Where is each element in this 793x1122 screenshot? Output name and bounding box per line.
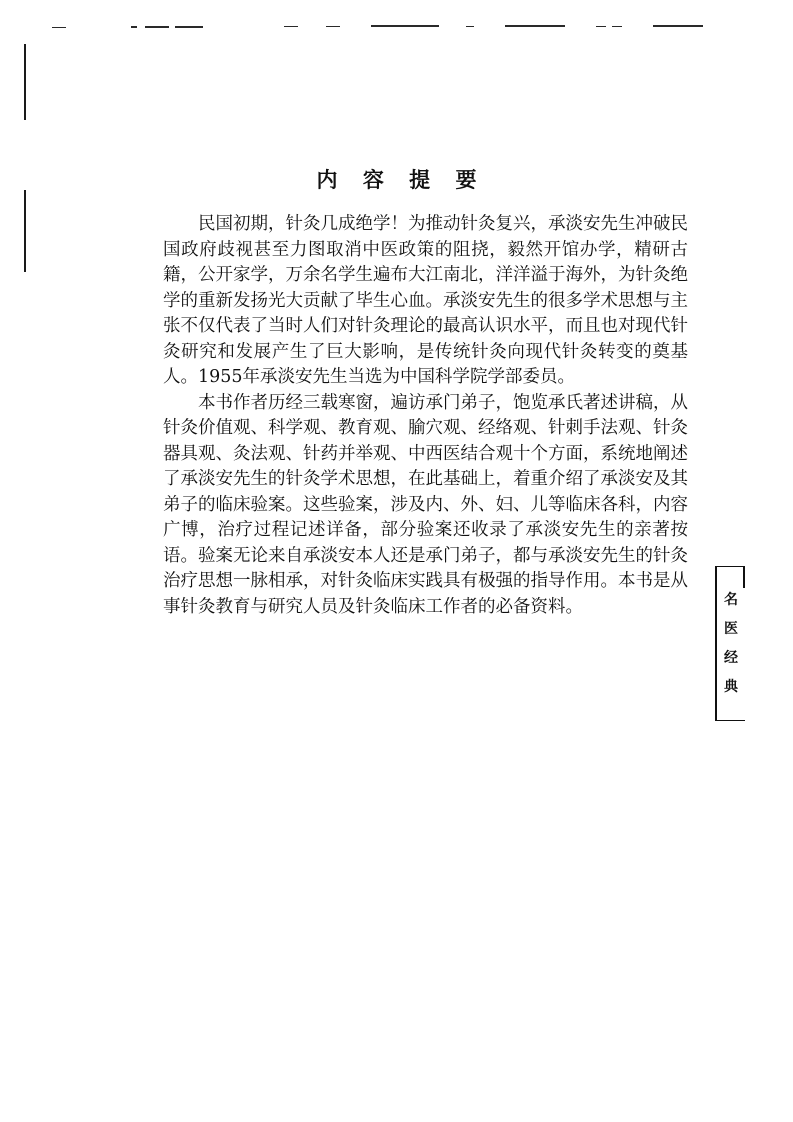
scan-artifact-top-4 (175, 26, 203, 28)
summary-paragraph: 本书作者历经三载寒窗，遍访承门弟子，饱览承氏著述讲稿，从针灸价值观、科学观、教育观、腧穴观、经络观、针刺手法观、针灸器具观、灸法观、针药并举观、中西医结合观十个方面，系统地阐述了承淡安先生的针灸学术思想，在此基础上，着重介绍了承淡安及其弟子的临床验案。这些验案，涉及内、外、妇、儿等临床各科，内容广博，治疗过程记述详备，部分验案还收录了承淡安先生的亲著按语。验案无论来自承淡安本人还是承门弟子，都与承淡安先生的针灸治疗思想一脉相承，对针灸临床实践具有极强的指导作用。本书是从事针灸教育与研究人员及针灸临床工作者的必备资料。 (163, 392, 688, 617)
summary-paragraph: 民国初期，针灸几成绝学！为推动针灸复兴，承淡安先生冲破民国政府歧视甚至力图取消中医政策的阻挠，毅然开馆办学，精研古籍，公开家学，万余名学生遍布大江南北，洋洋溢于海外，为针灸绝学的重新发扬光大贡献了毕生心血。承淡安先生的很多学术思想与主张不仅代表了当时人们对针灸理论的最高认识水平，而且也对现代针灸研究和发展产生了巨大影响，是传统针灸向现代针灸转变的奠基人。1955年承淡安先生当选为中国科学院学部委员。 (163, 214, 688, 387)
scan-artifact-top-1 (52, 27, 66, 28)
summary-body (163, 212, 688, 620)
scan-artifact-left-bar-upper (24, 44, 26, 120)
scan-artifact-top-9 (505, 25, 565, 27)
side-tab-label (719, 586, 743, 702)
side-tab-char: 名 (724, 592, 738, 608)
side-tab-border-bottom (715, 720, 745, 721)
scan-artifact-top-3 (145, 26, 169, 28)
side-tab-border-left (715, 566, 717, 721)
scan-artifact-top-11 (612, 26, 622, 27)
side-tab-border-right (743, 566, 745, 588)
scan-artifact-left-bar-lower (24, 190, 26, 272)
side-tab-border-top (715, 566, 745, 567)
scan-artifact-top-6 (326, 26, 340, 27)
scan-artifact-top-2 (131, 26, 137, 28)
scan-artifact-top-8 (466, 26, 474, 27)
scan-artifact-top-10 (596, 26, 606, 27)
series-side-tab (715, 566, 745, 721)
scan-artifact-top-12 (653, 25, 703, 27)
side-tab-char: 经 (724, 650, 738, 666)
scan-artifact-top-7 (371, 25, 439, 27)
scan-artifact-top-5 (284, 26, 298, 27)
page-title: 内 容 提 要 (316, 168, 486, 192)
side-tab-char: 医 (724, 621, 738, 637)
side-tab-char: 典 (724, 679, 738, 695)
